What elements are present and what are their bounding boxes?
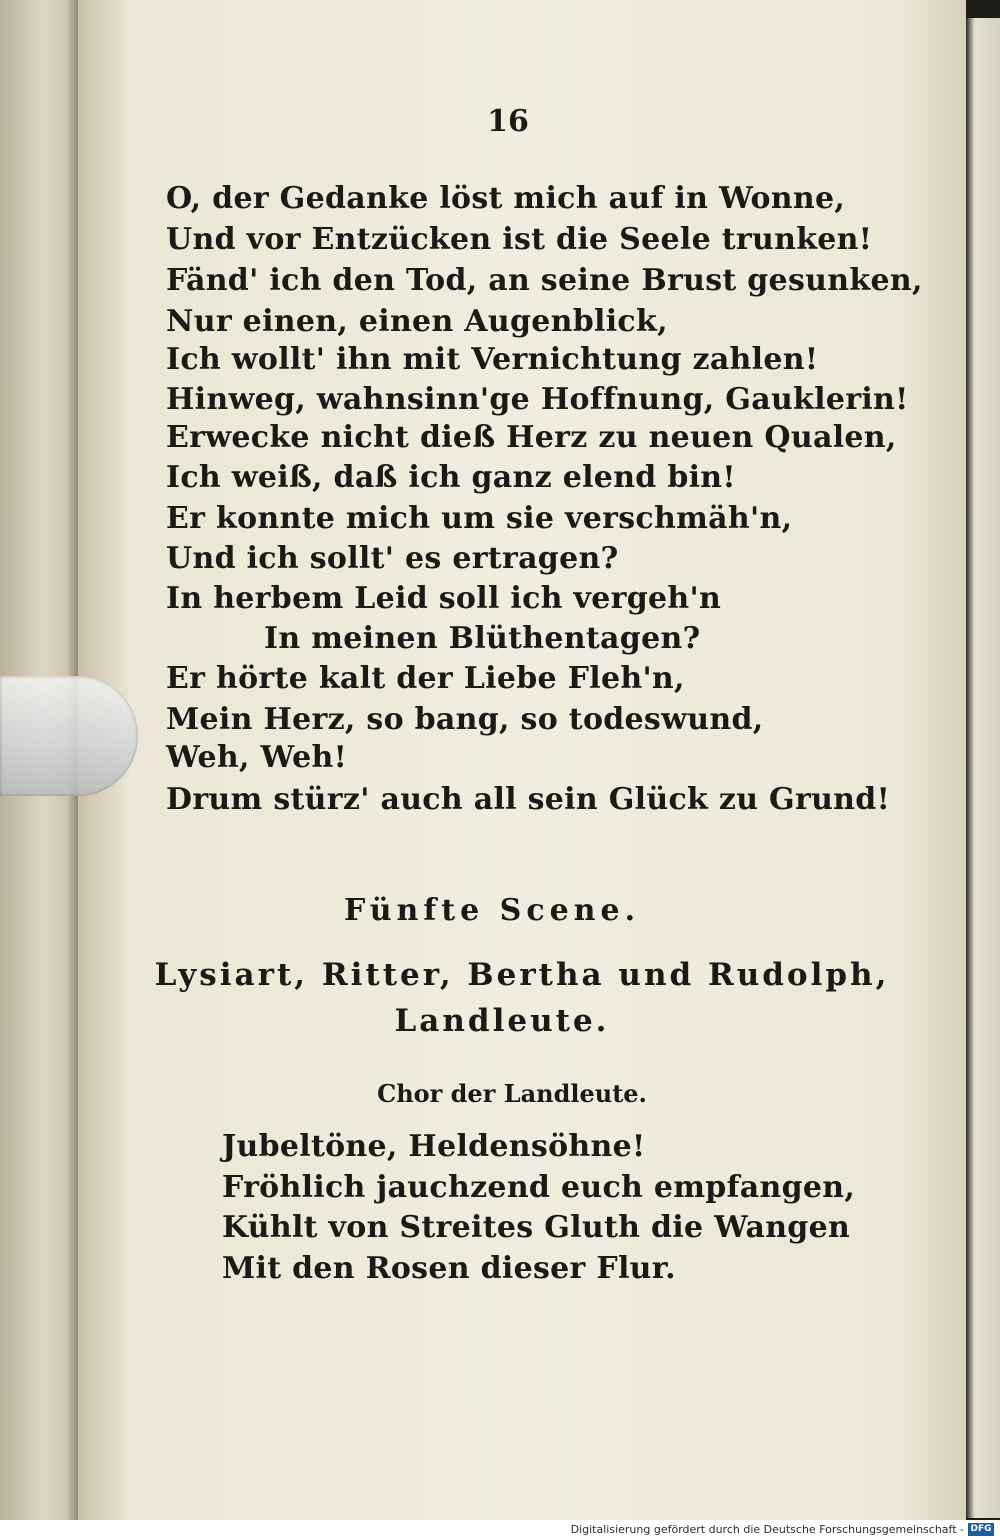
page-number: 16	[487, 104, 529, 139]
verse-line: Erwecke nicht dieß Herz zu neuen Qualen,	[166, 420, 897, 455]
book-page	[78, 0, 966, 1520]
verse-line: O, der Gedanke löst mich auf in Wonne,	[166, 181, 846, 216]
verse-line: Mein Herz, so bang, so todeswund,	[166, 702, 764, 737]
verse-line: Ich weiß, daß ich ganz elend bin!	[166, 460, 736, 495]
chorus-label: Chor der Landleute.	[377, 1079, 647, 1108]
verse-line: Fröhlich jauchzend euch empfangen,	[222, 1170, 856, 1205]
verse-line: Und ich sollt' es ertragen?	[166, 541, 619, 576]
page-clip-marker	[0, 676, 138, 796]
scene-heading: Fünfte Scene.	[343, 893, 641, 928]
cast-list-line: Lysiart, Ritter, Bertha und Rudolph,	[154, 957, 890, 993]
right-page-edge	[966, 18, 1000, 1518]
verse-line: Ich wollt' ihn mit Vernichtung zahlen!	[166, 342, 819, 377]
verse-line: Kühlt von Streites Gluth die Wangen	[222, 1210, 851, 1245]
verse-line: Nur einen, einen Augenblick,	[166, 304, 668, 339]
funding-notice: Digitalisierung gefördert durch die Deutsche Forschungsgemeinschaft -	[570, 1523, 964, 1536]
verse-line: Mit den Rosen dieser Flur.	[222, 1251, 676, 1286]
verse-line: In meinen Blüthentagen?	[264, 621, 701, 656]
verse-line: Fänd' ich den Tod, an seine Brust gesunken,	[166, 263, 923, 298]
verse-line: Hinweg, wahnsinn'ge Hoffnung, Gauklerin!	[166, 382, 909, 417]
verse-line: Weh, Weh!	[166, 740, 348, 775]
cast-list-line: Landleute.	[394, 1003, 610, 1039]
verse-line: Drum stürz' auch all sein Glück zu Grund!	[166, 782, 891, 817]
verse-line: In herbem Leid soll ich vergeh'n	[166, 581, 722, 616]
verse-line: Und vor Entzücken ist die Seele trunken!	[166, 222, 873, 257]
verse-line: Er hörte kalt der Liebe Fleh'n,	[166, 661, 685, 696]
footer-bar	[0, 1520, 1000, 1538]
verse-line: Er konnte mich um sie verschmäh'n,	[166, 501, 793, 536]
verse-line: Jubeltöne, Heldensöhne!	[222, 1129, 646, 1164]
dfg-logo-icon: DFG	[968, 1523, 994, 1536]
